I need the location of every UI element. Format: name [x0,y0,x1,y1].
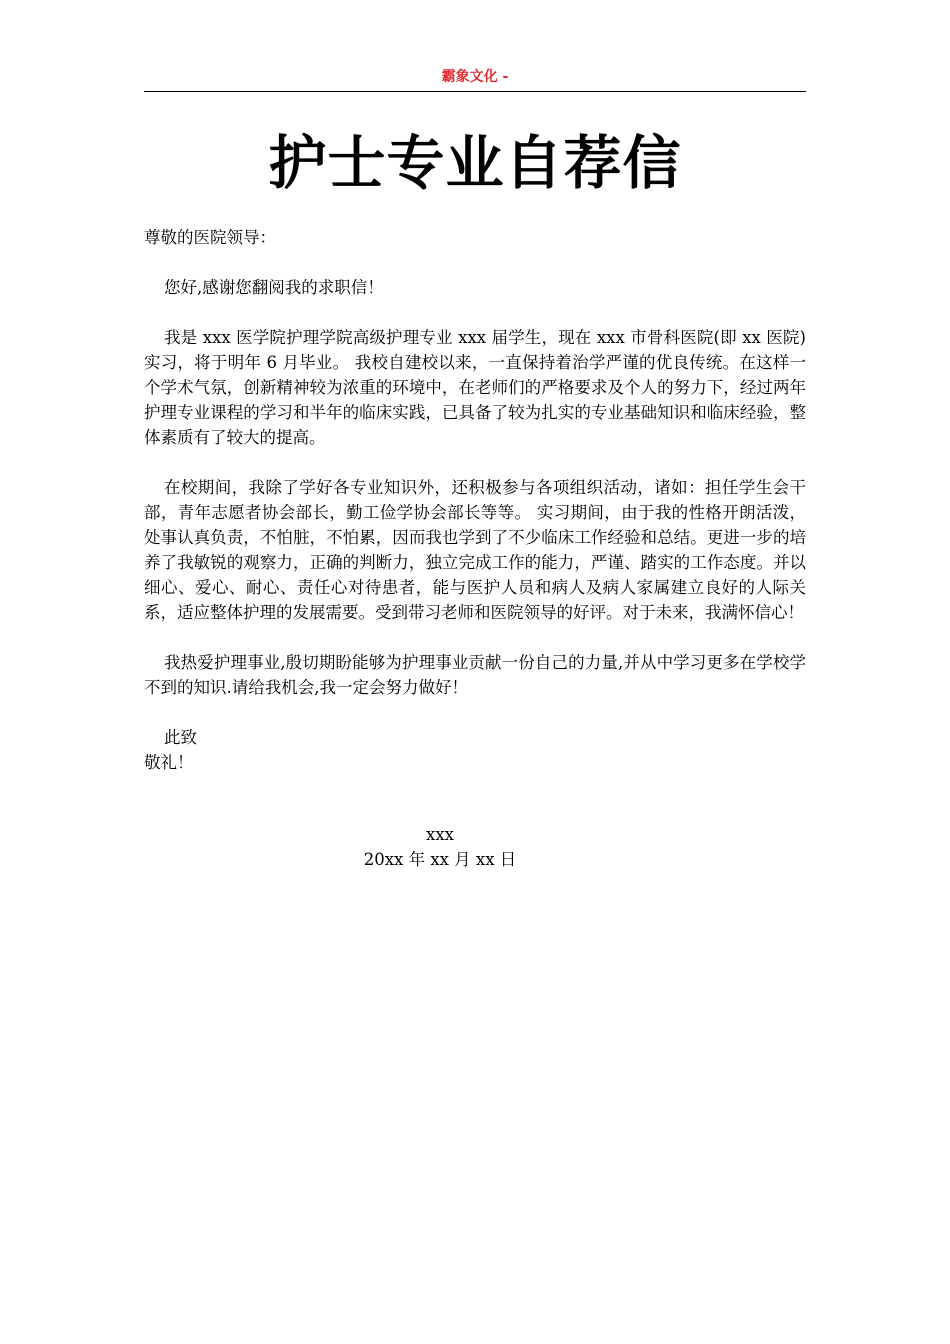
page-header [144,66,806,92]
signature-date: 20xx 年 xx 月 xx 日 [363,850,517,869]
letter-closing-line1: 此致 [164,728,197,747]
letter-paragraph: 在校期间，我除了学好各专业知识外，还积极参与各项组织活动，诸如：担任学生会干部，青年志愿者协会部长，勤工俭学协会部长等等。 实习期间，由于我的性格开朗活泼，处事认真负责，不怕脏，不怕累，因而我也学到了不少临床工作经验和总结。更进一步的培养了我敏锐的观察力，正确的判断力，独立完成工作的能力，严谨、踏实的工作态度。并以细心、爱心、耐心、责任心对待患者，能与医护人员和病人及病人家属建立良好的人际关系，适应整体护理的发展需要。受到带习老师和医院领导的好评。对于未来，我满怀信心！ [144,478,806,622]
letter-salutation: 尊敬的医院领导： [144,228,276,247]
letter-greeting: 您好,感谢您翻阅我的求职信！ [164,278,384,297]
letter-body [144,225,806,775]
letter-paragraph: 我热爱护理事业,殷切期盼能够为护理事业贡献一份自己的力量,并从中学习更多在学校学不到的知识.请给我机会,我一定会努力做好！ [144,653,806,697]
letter-closing-line2: 敬礼！ [144,753,194,772]
document-title: 护士专业自荐信 [268,129,682,197]
letter-signature [144,822,736,872]
header-brand-text: 霸象文化 - [441,69,509,85]
letter-paragraph: 我是 xxx 医学院护理学院高级护理专业 xxx 届学生，现在 xxx 市骨科医院(即 xx 医院)实习，将于明年 6 月毕业。 我校自建校以来，一直保持着治学严谨的优良传统。在这样一个学术气氛，创新精神较为浓重的环境中，在老师们的严格要求及个人的努力下，经过两年护理专业课程的学习和半年的临床实践，已具备了较为扎实的专业基础知识和临床经验，整体素质有了较大的提高。 [144,328,806,447]
signature-name: xxx [426,825,454,844]
